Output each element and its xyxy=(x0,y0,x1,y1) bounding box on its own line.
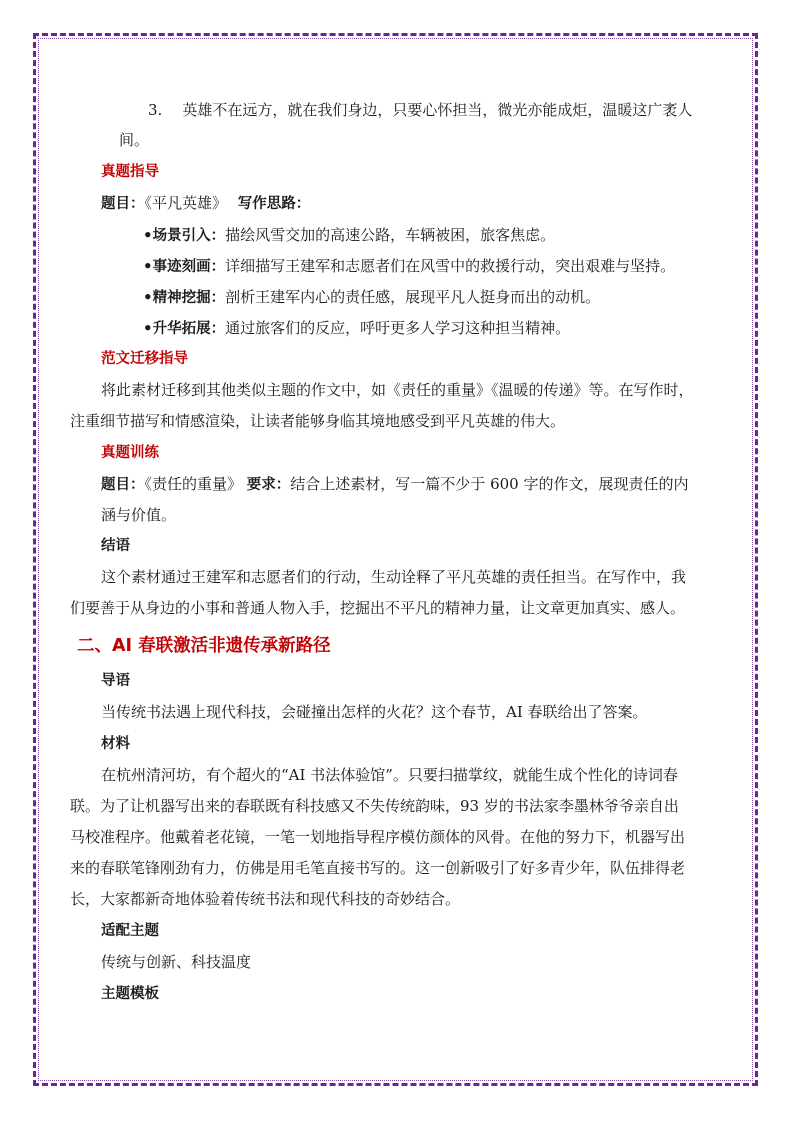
bullet-label: 场景引入： xyxy=(152,228,226,244)
bullet-dot-icon: • xyxy=(143,226,153,244)
bullet-item xyxy=(143,255,675,278)
bullet-label: 升华拓展： xyxy=(152,321,226,337)
training-req-text: 结合上述素材，写一篇不少于 600 字的作文，展现责任的内 xyxy=(290,475,689,493)
transfer-line-2: 注重细节描写和情感渲染，让读者能够身临其境地感受到平凡英雄的伟大。 xyxy=(70,412,566,430)
training-req-label: 要求： xyxy=(246,477,291,493)
bullet-label: 事迹刻画： xyxy=(152,259,226,275)
topic-title: 《平凡英雄》 xyxy=(144,194,228,212)
real-topic-guide-heading: 真题指导 xyxy=(101,164,159,180)
item-3-text: 英雄不在远方，就在我们身边，只要心怀担当，微光亦能成炬，温暖这广袤人 xyxy=(182,101,693,119)
material-line: 马校准程序。他戴着老花镜，一笔一划地指导程序模仿颜体的风骨。在他的努力下，机器写出 xyxy=(70,828,686,846)
topic-label: 题目： xyxy=(101,196,145,212)
bullet-text: 通过旅客们的反应，呼吁更多人学习这种担当精神。 xyxy=(225,319,571,337)
bullet-text: 剖析王建军内心的责任感，展现平凡人挺身而出的动机。 xyxy=(225,288,601,306)
material-line: 联。为了让机器写出来的春联既有科技感又不失传统韵味，93 岁的书法家李墨林爷爷亲自出 xyxy=(70,797,679,815)
bullet-dot-icon: • xyxy=(143,288,153,306)
training-topic-label: 题目： xyxy=(101,477,145,493)
theme-text: 传统与创新、科技温度 xyxy=(101,953,252,971)
bullet-text: 详细描写王建军和志愿者们在风雪中的救援行动，突出艰难与坚持。 xyxy=(225,257,676,275)
conclusion-heading: 结语 xyxy=(101,538,130,554)
bullet-dot-icon: • xyxy=(143,257,153,275)
training-line-2: 涵与价值。 xyxy=(101,506,177,524)
transfer-line-1: 将此素材迁移到其他类似主题的作文中，如《责任的重量》《温暖的传递》等。在写作时， xyxy=(101,381,694,399)
material-line: 长，大家都新奇地体验着传统书法和现代科技的奇妙结合。 xyxy=(70,890,461,908)
material-line: 在杭州清河坊，有个超火的“AI 书法体验馆”。只要扫描掌纹，就能生成个性化的诗词春 xyxy=(101,766,678,784)
transfer-guide-heading: 范文迁移指导 xyxy=(101,351,188,367)
material-line: 来的春联笔锋刚劲有力，仿佛是用毛笔直接书写的。这一创新吸引了好多青少年，队伍排得老 xyxy=(70,859,686,877)
template-heading: 主题模板 xyxy=(101,986,159,1002)
training-topic-title: 《责任的重量》 xyxy=(144,475,243,493)
material-heading: 材料 xyxy=(101,736,130,752)
bullet-text: 描绘风雪交加的高速公路，车辆被困，旅客焦虑。 xyxy=(225,226,556,244)
item-3-line-1 xyxy=(148,99,692,121)
approach-label: 写作思路： xyxy=(237,196,311,212)
bullet-item xyxy=(143,224,555,247)
bullet-dot-icon: • xyxy=(143,319,153,337)
conclusion-line-1: 这个素材通过王建军和志愿者们的行动，生动诠释了平凡英雄的责任担当。在写作中，我 xyxy=(101,568,687,586)
training-line-1 xyxy=(101,473,688,496)
intro-heading: 导语 xyxy=(101,673,130,689)
training-heading: 真题训练 xyxy=(101,445,159,461)
item-3-line-2: 间。 xyxy=(119,131,150,149)
bullet-item xyxy=(143,286,600,309)
intro-text: 当传统书法遇上现代科技，会碰撞出怎样的火花？这个春节，AI 春联给出了答案。 xyxy=(101,703,648,721)
theme-heading: 适配主题 xyxy=(101,923,159,939)
conclusion-line-2: 们要善于从身边的小事和普通人物入手，挖掘出不平凡的精神力量，让文章更加真实、感人。 xyxy=(70,599,686,617)
section-2-title: 二、AI 春联激活非遗传承新路径 xyxy=(77,636,331,656)
guide-topic-line xyxy=(101,192,310,215)
bullet-item xyxy=(143,317,570,340)
item-number: 3. xyxy=(148,101,163,119)
bullet-label: 精神挖掘： xyxy=(152,290,226,306)
